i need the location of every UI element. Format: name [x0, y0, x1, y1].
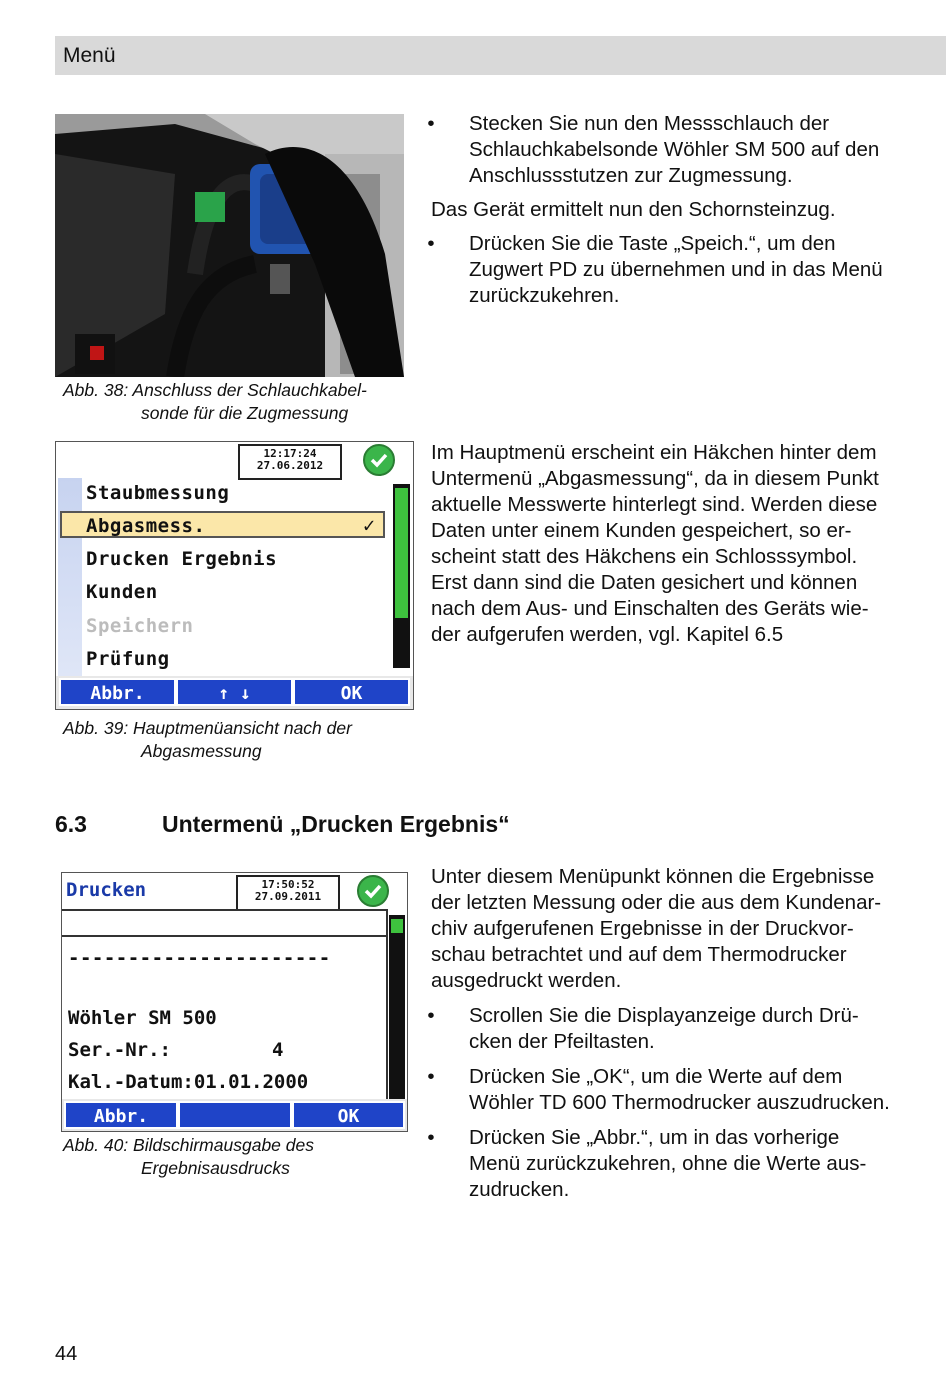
caption-fig39 — [63, 717, 352, 763]
softkey-arrows-button[interactable]: ↑ ↓ — [176, 678, 293, 706]
text-line: chiv aufgerufenen Ergebnisse in der Druckvor- — [431, 917, 854, 940]
text-line: zudrucken. — [469, 1178, 570, 1201]
text-line: Anschlussstutzen zur Zugmessung. — [469, 164, 793, 187]
text-line: der aufgerufen werden, vgl. Kapitel 6.5 — [431, 623, 784, 646]
caption-fig40 — [63, 1134, 314, 1180]
bullet-marker: • — [427, 1126, 435, 1149]
scrollbar-track[interactable] — [389, 915, 405, 1099]
clock-box — [238, 444, 342, 480]
menu-item-pruefung[interactable]: Prüfung — [86, 648, 170, 670]
caption-line: Abgasmessung — [141, 741, 262, 761]
photo-probe-connection — [55, 114, 404, 377]
caption-fig38 — [63, 379, 367, 425]
text-line: Scrollen Sie die Displayanzeige durch Drü- — [469, 1004, 859, 1027]
softkey-ok-button[interactable]: OK — [293, 678, 410, 706]
page-number: 44 — [55, 1343, 78, 1365]
softkey-abbr-button[interactable]: Abbr. — [64, 1101, 178, 1129]
softkey-ok-button[interactable]: OK — [292, 1101, 405, 1129]
caption-line: Abb. 40: Bildschirmausgabe des — [63, 1135, 314, 1155]
text-line: Stecken Sie nun den Messschlauch der — [469, 112, 830, 135]
text-line: Erst dann sind die Daten gesichert und können — [431, 571, 858, 594]
bullet-marker: • — [427, 112, 435, 135]
clock-box — [236, 875, 340, 911]
caption-line: Abb. 38: Anschluss der Schlauchkabel- — [63, 380, 367, 400]
section-number: 6.3 — [55, 811, 87, 837]
print-calibration-date: Kal.-Datum:01.01.2000 — [68, 1071, 309, 1093]
text-line: aktuelle Messwerte hinterlegt sind. Werden diese — [431, 493, 878, 516]
menu-item-drucken-ergebnis[interactable]: Drucken Ergebnis — [86, 548, 278, 570]
text-line: schau betrachtet und auf dem Thermodrucker — [431, 943, 847, 966]
scrollbar-thumb[interactable] — [395, 488, 408, 618]
text-line: Untermenü „Abgasmessung“, da in diesem Punkt — [431, 467, 879, 490]
header-bar — [55, 36, 946, 75]
clock-date: 27.06.2012 — [256, 459, 324, 472]
device-screen-print — [61, 872, 408, 1132]
menu-item-kunden[interactable]: Kunden — [86, 581, 158, 603]
print-dashes: ---------------------- — [68, 947, 331, 969]
text-line: Im Hauptmenü erscheint ein Häkchen hinter dem — [431, 441, 877, 464]
text-line: Zugwert PD zu übernehmen und in das Menü — [469, 258, 883, 281]
text-line: Menü zurückzukehren, ohne die Werte aus- — [469, 1152, 867, 1175]
text-line: der letzten Messung oder die aus dem Kundenar- — [431, 891, 882, 914]
text-line: ausgedruckt werden. — [431, 969, 622, 992]
softkey-abbr-button[interactable]: Abbr. — [59, 678, 176, 706]
header-title: Menü — [63, 44, 116, 67]
menu-item-abgasmessung[interactable]: Abgasmess. — [86, 515, 206, 537]
softkey-blank-button[interactable] — [178, 1101, 292, 1129]
device-screen-main-menu — [55, 441, 414, 710]
print-serial-label: Ser.-Nr.: — [68, 1039, 171, 1061]
clock-time: 17:50:52 — [261, 878, 315, 891]
caption-line: Abb. 39: Hauptmenüansicht nach der — [63, 718, 352, 738]
text-line: cken der Pfeiltasten. — [469, 1030, 655, 1053]
bullet-marker: • — [427, 1004, 435, 1027]
scrollbar-thumb[interactable] — [391, 919, 403, 933]
text-line: zurückzukehren. — [469, 284, 620, 307]
screen-title: Drucken — [66, 879, 147, 901]
menu-left-accent — [58, 478, 82, 676]
text-line: Daten unter einem Kunden gespeichert, so er- — [431, 519, 852, 542]
text-line: Wöhler TD 600 Thermodrucker auszudrucken. — [469, 1091, 890, 1114]
para-print-menu-intro — [431, 864, 881, 994]
text-line: Drücken Sie die Taste „Speich.“, um den — [469, 232, 836, 255]
para-draft-measurement: Das Gerät ermittelt nun den Schornsteinzug. — [431, 198, 836, 221]
bullet-marker: • — [427, 232, 435, 255]
caption-line: sonde für die Zugmessung — [141, 403, 349, 423]
print-serial-value: 4 — [272, 1039, 284, 1061]
checkmark-icon: ✓ — [363, 513, 376, 537]
para-checkmark-explanation — [431, 440, 879, 648]
clock-date: 27.09.2011 — [254, 890, 322, 903]
text-line: scheint statt des Häkchens ein Schlosssymbol. — [431, 545, 858, 568]
status-check-icon — [357, 875, 389, 907]
print-device-name: Wöhler SM 500 — [68, 1007, 217, 1029]
text-line: Unter diesem Menüpunkt können die Ergebnisse — [431, 865, 875, 888]
section-title: Untermenü „Drucken Ergebnis“ — [162, 811, 510, 837]
caption-line: Ergebnisausdrucks — [141, 1158, 290, 1178]
divider — [62, 935, 386, 937]
text-line: Drücken Sie „OK“, um die Werte auf dem — [469, 1065, 843, 1088]
text-line: nach dem Aus- und Einschalten des Geräts wie- — [431, 597, 869, 620]
bullet-marker: • — [427, 1065, 435, 1088]
status-check-icon — [363, 444, 395, 476]
text-line: Drücken Sie „Abbr.“, um in das vorherige — [469, 1126, 840, 1149]
clock-time: 12:17:24 — [263, 447, 317, 460]
text-line: Schlauchkabelsonde Wöhler SM 500 auf den — [469, 138, 880, 161]
menu-item-staubmessung[interactable]: Staubmessung — [86, 482, 230, 504]
menu-item-speichern[interactable]: Speichern — [86, 615, 194, 637]
